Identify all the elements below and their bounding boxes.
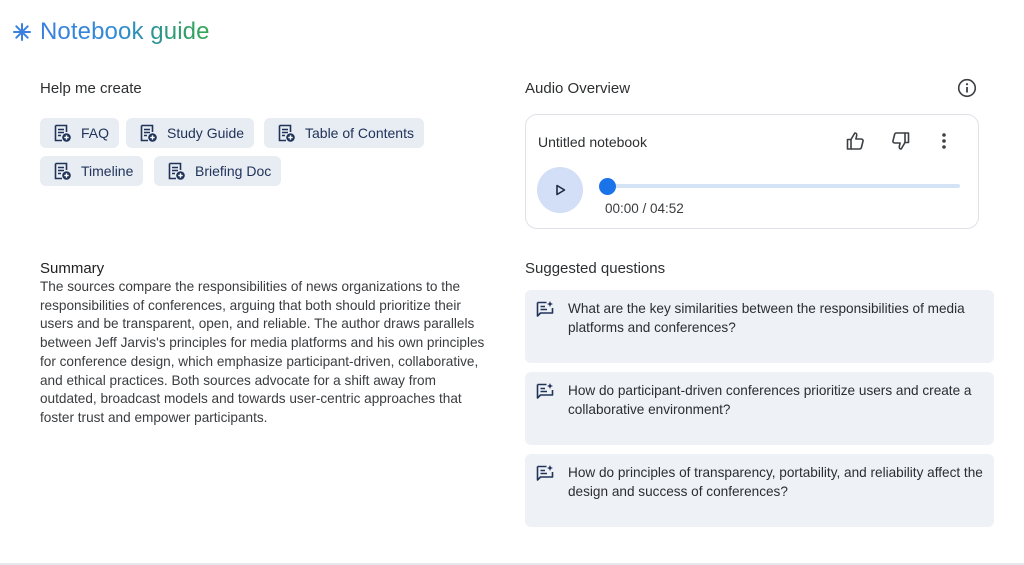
sparkle-icon (12, 22, 32, 42)
chat-sparkle-icon (535, 382, 555, 402)
suggested-question-text: How do participant-driven conferences prioritize users and create a collaborative environment? (568, 383, 972, 417)
notebook-name: Untitled notebook (538, 134, 647, 150)
thumbs-up-icon (845, 130, 867, 152)
summary-text: The sources compare the responsibilities of news organizations to the responsibilities of conferences, arguing that both should prioritize their users and be transparent, open, and reliable. The author draws parallels between Jeff Jarvis's principles for media platforms and his own principles for conference design, which emphasize participant-driven, collaborative, and ethical practices. Both sources advocate for a shift away from outdated, broadcast models and towards user-centric approaches that foster trust and empower participants. (40, 279, 485, 425)
faq-button[interactable] (40, 118, 119, 148)
document-add-icon (138, 123, 158, 143)
page-title: Notebook guide (40, 18, 210, 45)
thumbs-down-button[interactable] (888, 129, 912, 153)
suggested-question-2[interactable] (525, 372, 994, 445)
table-of-contents-button[interactable] (264, 118, 424, 148)
timeline-button-label: Timeline (81, 163, 134, 179)
study-guide-button[interactable] (126, 118, 254, 148)
table-of-contents-button-label: Table of Contents (305, 125, 414, 141)
chat-sparkle-icon (535, 300, 555, 320)
audio-progress-track[interactable] (607, 184, 960, 188)
timeline-button[interactable] (40, 156, 143, 186)
play-button[interactable] (537, 167, 583, 213)
suggested-questions-heading: Suggested questions (525, 260, 666, 277)
play-icon (553, 183, 567, 197)
notebook-guide-header (12, 18, 210, 46)
suggested-question-1[interactable] (525, 290, 994, 363)
chat-sparkle-icon (535, 464, 555, 484)
more-options-button[interactable] (932, 129, 956, 153)
briefing-doc-button[interactable] (154, 156, 281, 186)
thumbs-up-button[interactable] (844, 129, 868, 153)
info-icon[interactable] (957, 78, 977, 98)
audio-overview-card (525, 114, 979, 229)
more-vert-icon (941, 132, 947, 150)
document-add-icon (276, 123, 296, 143)
study-guide-button-label: Study Guide (167, 125, 245, 141)
thumbs-down-icon (889, 130, 911, 152)
audio-progress-thumb[interactable] (599, 178, 616, 195)
summary-heading: Summary (40, 260, 105, 277)
audio-time: 00:00 / 04:52 (605, 201, 684, 216)
suggested-question-text: What are the key similarities between the responsibilities of media platforms and conferences? (568, 301, 965, 335)
suggested-question-3[interactable] (525, 454, 994, 527)
help-me-create-heading: Help me create (40, 80, 142, 97)
faq-button-label: FAQ (81, 125, 110, 141)
document-add-icon (52, 161, 72, 181)
briefing-doc-button-label: Briefing Doc (195, 163, 272, 179)
document-add-icon (166, 161, 186, 181)
audio-overview-heading: Audio Overview (525, 80, 631, 97)
suggested-question-text: How do principles of transparency, portability, and reliability affect the design and success of conferences? (568, 465, 983, 499)
document-add-icon (52, 123, 72, 143)
